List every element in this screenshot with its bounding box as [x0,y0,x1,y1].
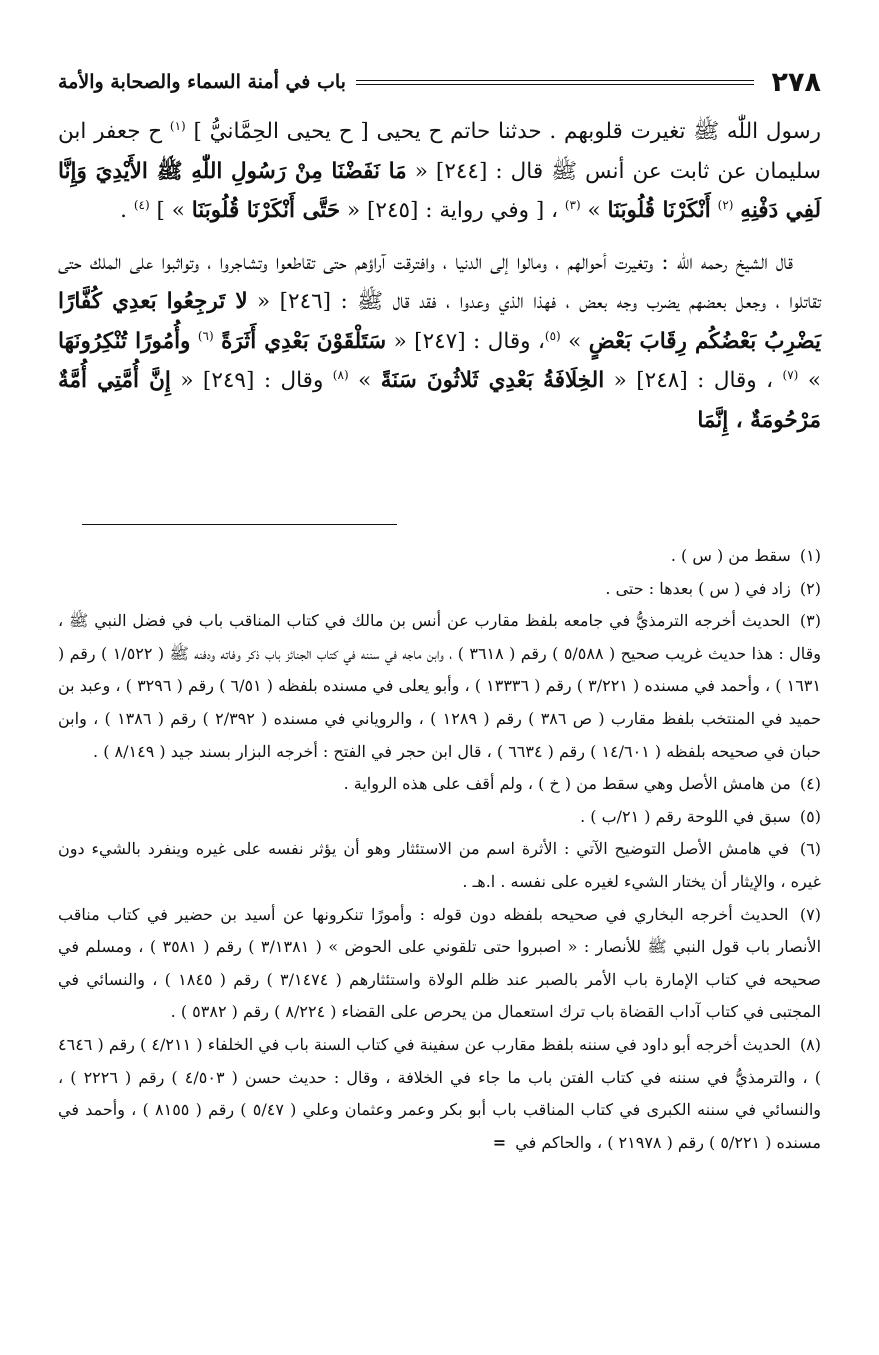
footnote-2 [58,573,821,606]
footnote-4 [58,768,821,801]
paragraph-1 [58,112,821,231]
text-run: » [587,198,601,223]
header-rule [356,80,754,85]
footnote-text: سقط من ( س ) . [670,546,791,565]
running-header [58,62,821,102]
footnote-separator [82,524,397,525]
footnote-text: من هامش الأصل وهي سقط من ( خ ) ، ولم أقف على هذه الرواية . [343,774,791,794]
footnote-number: (١) [799,546,821,565]
footnote-6 [58,833,821,898]
text-run: ح جعفر ابن سليمان عن ثابت عن أنس ﷺ قال : [٢٤٤] « [58,119,821,184]
footnote-number: (٢) [799,578,821,598]
footnote-ref: (٢) [717,197,734,212]
footnote-number: (٥) [799,806,821,826]
text-run: » [568,328,582,354]
footnote-ref: (٣) [564,197,581,212]
page-number: ٢٧٨ [771,66,821,98]
text-run: » [807,368,821,393]
hadith-text: مَا نَفَضْنَا مِنْ رَسُولِ اللّٰهِ ﷺ الأَيْدِيَ وَإِنَّا لَفِي دَفْنِهِ [58,158,821,223]
text-run: وقال : [٢٤٩] « [180,368,324,393]
hadith-text: إِنَّ أُمَّتِي أُمَّةٌ مَرْحُومَةٌ ، إِنَّمَا [58,368,821,433]
text-run: ، وقال : [٢٤٨] « [613,368,774,393]
footnote-number: (٨) [799,1034,821,1054]
text-run: . [120,198,127,223]
hadith-text: الخِلَافَةُ بَعْدِي ثَلاثُونَ سَنَةً [380,368,605,393]
text-run: رسول اللّٰه ﷺ تغيرت قلوبهم . حدثنا حاتم ح يحيى [ ح يحيى الحِمَّانيُّ ] [193,119,821,144]
text-run: ، وقال : [٢٤٧] « [393,328,545,354]
footnote-text: الحديث أخرجه الترمذيُّ في جامعه بلفظ مقارب عن أنس بن مالك في كتاب المناقب باب في فضل النبي ﷺ ، وقال : هذا حديث غريب صحيح ( ٥/٥٨٨ ) رقم ( ٣٦١٨ ) ، وابن ماجه في سننه في كتاب الجنائز باب ذكر وفاته ودفنه ﷺ ( ١/٥٢٢ ) رقم ( ١٦٣١ ) ، وأحمد في مسنده ( ٣/٢٢١ ) رقم ( ١٣٣٣٦ ) ، وأبو يعلى في مسنده بلفظه ( ٦/٥١ ) رقم ( ٣٢٩٦ ) ، وعبد بن حميد في المنتخب بلفظ مقارب ( ص ٣٨٦ ) رقم ( ١٢٨٩ ) ، والروياني في مسنده ( ٢/٣٩٢ ) رقم ( ١٣٨٦ ) ، وابن حبان في صحيحه بلفظه ( ١٤/٦٠١ ) رقم ( ٦٦٣٤ ) ، قال ابن حجر في الفتح : أخرجه البزار بسند جيد ( ٨/١٤٩ ) . [58,611,822,761]
chapter-title: باب في أمنة السماء والصحابة والأمة [58,71,346,93]
continuation-mark: = [492,1132,507,1152]
hadith-text: سَتَلْقَوْنَ بَعْدِي أَثَرَةً [221,328,387,354]
footnote-number: (٧) [799,904,822,924]
footnote-ref: (٤) [133,197,150,212]
hadith-text: لا تَرجِعُوا بَعدِي كُفَّارًا يَضْرِبُ بَعْضُكُم رِقَابَ بَعْضٍ [58,289,821,354]
footnote-text: زاد في ( س ) بعدها : حتى . [605,578,791,598]
footnote-ref: (١) [169,118,186,133]
footnote-ref: (٦) [197,328,214,343]
paragraph-2 [58,243,821,441]
footnote-ref: (٧) [782,367,799,382]
footnote-text: في هامش الأصل التوضيح الآتي : الأثرة اسم من الاستئثار وهو أن يؤثر نفسه على غيره وينفرد بالشيء دون غيره ، والإيثار أن يختار الشيء لغيره على نفسه . ا.هـ . [58,839,821,891]
footnote-ref: (٨) [332,367,349,382]
footnotes [58,540,821,1159]
text-run: » ] [156,198,185,223]
footnote-text: سبق في اللوحة رقم ( ٢١/ب ) . [580,806,791,826]
footnote-text: الحديث أخرجه أبو داود في سننه بلفظ مقارب عن سفينة في كتاب السنة باب في الخلفاء ( ٤/٢١١ ) رقم ( ٤٦٤٦ ) ، والترمذيُّ في سننه في كتاب الفتن باب ما جاء في الخلافة ، وقال : حديث حسن ( ٤/٥٠٣ ) رقم ( ٢٢٢٦ ) ، والنسائي في سننه الكبرى في كتاب المناقب باب أبو بكر وعمر وعثمان وعلي ( ٥/٤٧ ) رقم ( ٨١٥٥ ) ، وأحمد في مسنده ( ٥/٢٢١ ) رقم ( ٢١٩٧٨ ) ، والحاكم في [58,1034,822,1152]
footnote-number: (٦) [799,839,822,859]
text-run: » [358,368,372,393]
text-run: قال الشيخ رحمه الله : وتغيرت أحوالهم ، ومالوا إلى الدنيا ، وافترقت آراؤهم حتى تقاطعوا وتشاجروا ، وتواثبوا على الملك حتى تقاتلوا ، وجعل بعضهم يضرب وجه بعض ، فهذا الذي وعدوا ، فقد قال ﷺ : [٢٤٦] « [58,249,821,314]
footnote-1 [58,540,821,573]
footnote-8 [58,1029,821,1159]
footnote-text: الحديث أخرجه البخاري في صحيحه بلفظه دون قوله : وأمورًا تنكرونها عن أسيد بن حضير في كتاب مناقب الأنصار باب قول النبي ﷺ للأنصار : « اصبروا حتى تلقوني على الحوض » ( ٣/١٣٨١ ) رقم ( ٣٥٨١ ) ، ومسلم في صحيحه في كتاب الإمارة باب الأمر بالصبر عند ظلم الولاة واستئثارهم ( ٣/١٤٧٤ ) رقم ( ١٨٤٥ ) ، والنسائي في المجتبى في كتاب آداب القضاة باب ترك استعمال من يحرص على القضاء ( ٨/٢٢٤ ) رقم ( ٥٣٨٢ ) . [58,904,822,1022]
footnote-ref: (٥) [544,328,561,343]
text-run: ، [ وفي رواية : [٢٤٥] « [347,198,559,223]
main-text [58,112,821,440]
footnote-5 [58,801,821,834]
footnote-7 [58,899,821,1029]
footnote-number: (٤) [799,774,821,794]
hadith-text: أَنْكَرْنَا قُلُوبَنَا [607,198,711,223]
footnote-number: (٣) [799,611,822,631]
hadith-text: حَتَّى أَنْكَرْنَا قُلُوبَنَا [191,198,341,223]
hadith-text: وأُمُورًا تُنْكِرُونَهَا [58,328,191,354]
footnote-3 [58,605,821,768]
